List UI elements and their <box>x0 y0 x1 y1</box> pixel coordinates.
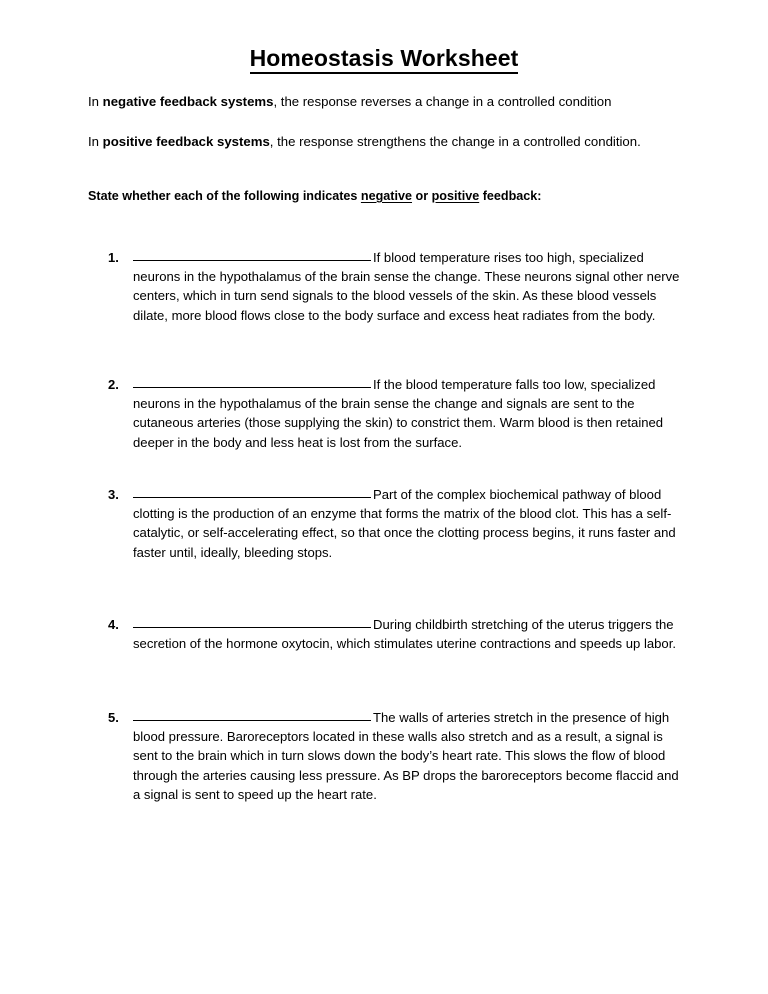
instruction-part-3: feedback: <box>479 189 542 203</box>
question-text-5: The walls of arteries stretch in the presence of high blood pressure. Baroreceptors located in these walls also stretch and as a result, a signal is sent to the brain which in turn slows down the body’s heart rate. This slows the flow of blood through the arteries causing less pressure. As BP drops the baroreceptors become flaccid and a signal is sent to speed up the heart rate. <box>133 710 679 802</box>
answer-blank-2[interactable] <box>133 387 371 388</box>
page-title <box>0 44 768 73</box>
question-text-2: If the blood temperature falls too low, specialized neurons in the hypothalamus of the brain sense the change and signals are sent to the cutaneous arteries (those supplying the skin) to constrict them. Warm blood is then retained deeper in the body and less heat is lost from the surface. <box>133 377 664 450</box>
intro-1-lead: In <box>88 94 103 109</box>
question-item-3 <box>108 485 688 562</box>
answer-blank-4[interactable] <box>133 627 371 628</box>
instruction-underline-negative: negative <box>360 189 413 203</box>
intro-2-rest: , the response strengthens the change in a controlled condition. <box>269 134 641 149</box>
answer-blank-5[interactable] <box>133 720 371 721</box>
intro-1-term: negative feedback systems <box>102 94 274 109</box>
question-body-4 <box>133 615 688 653</box>
intro-paragraph-negative <box>88 93 688 111</box>
question-number-2: 2. <box>108 377 119 392</box>
question-body-5 <box>133 708 688 804</box>
question-item-2 <box>108 375 688 452</box>
question-text-3: Part of the complex biochemical pathway of blood clotting is the production of an enzyme that forms the matrix of the blood clot. This has a self- catalytic, or self-accelerating effect, so that once the clotting process begins, it runs faster and faster until, ideally, bleeding stops. <box>133 487 676 560</box>
intro-1-rest: , the response reverses a change in a controlled condition <box>273 94 612 109</box>
intro-paragraph-positive <box>88 133 688 151</box>
intro-2-term: positive feedback systems <box>102 134 270 149</box>
question-text-4: During childbirth stretching of the uterus triggers the secretion of the hormone oxytocin, which stimulates uterine contractions and speeds up labor. <box>133 617 676 652</box>
instruction-part-1: State whether each of the following indicates <box>88 189 361 203</box>
intro-2-lead: In <box>88 134 103 149</box>
question-body-2 <box>133 375 688 452</box>
instruction-line <box>88 188 708 205</box>
question-item-4 <box>108 615 688 653</box>
question-number-4: 4. <box>108 617 119 632</box>
question-body-3 <box>133 485 688 562</box>
answer-blank-3[interactable] <box>133 497 371 498</box>
instruction-part-2: or <box>412 189 432 203</box>
question-body-1 <box>133 248 688 325</box>
answer-blank-1[interactable] <box>133 260 371 261</box>
page-title-text: Homeostasis Worksheet <box>250 45 519 74</box>
question-text-1: If blood temperature rises too high, specialized neurons in the hypothalamus of the brain sense the change. These neurons signal other nerve centers, which in turn send signals to the blood vessels of the skin. As these blood vessels dilate, more blood flows close to the body surface and excess heat radiates from the body. <box>133 250 680 323</box>
question-number-1: 1. <box>108 250 119 265</box>
question-item-5 <box>108 708 688 804</box>
instruction-underline-positive: positive <box>431 189 480 203</box>
question-number-3: 3. <box>108 487 119 502</box>
question-item-1 <box>108 248 688 325</box>
question-number-5: 5. <box>108 710 119 725</box>
